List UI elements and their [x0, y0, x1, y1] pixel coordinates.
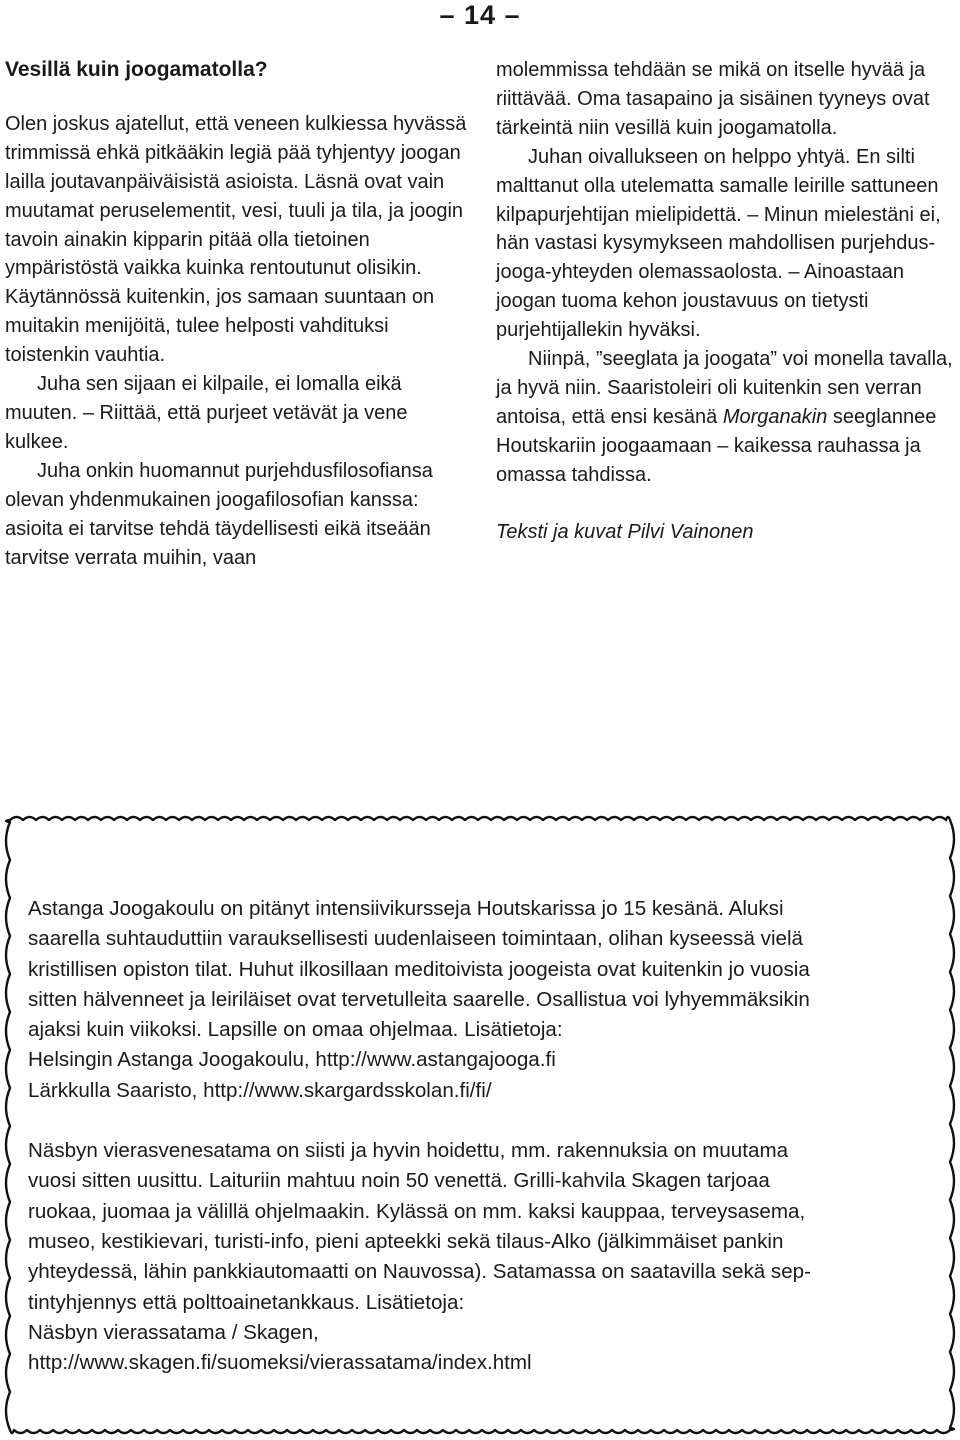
info-line: museo, kestikievari, turisti-info, pieni apteekki sekä tilaus-Alko (jälkimmäiset pankin: [28, 1229, 784, 1253]
info-box: [28, 894, 940, 1378]
article-paragraph: Juhan oivallukseen on helppo yhtyä. En silti malttanut olla utelematta samalle leirille sattuneen kilpapurjehtijan mielipidettä. – Minun mielestäni ei, hän vastasi kysymykseen mahdollisen purjehdus-jooga-yhteyden olemassaolosta. – Ainoastaan joogan tuoma kehon joustavuus on tietysti purjehtijallekin hyväksi.: [496, 145, 941, 342]
info-line: saarella suhtauduttiin varauksellisesti uudenlaiseen toimintaan, olihan kyseessä vielä: [28, 927, 804, 951]
info-line: http://www.skagen.fi/suomeksi/vierassatama/index.html: [28, 1351, 532, 1375]
info-line: ajaksi kuin viikoksi. Lapsille on omaa ohjelmaa. Lisätietoja:: [28, 1018, 563, 1042]
info-line: vuosi sitten uusittu. Laituriin mahtuu noin 50 venettä. Grilli-kahvila Skagen tarjoaa: [28, 1169, 770, 1193]
article-right-column: [496, 56, 958, 547]
info-block-harbour: [28, 1136, 940, 1378]
info-line: sitten hälvenneet ja leiriläiset ovat tervetulleita saarelle. Osallistua voi lyhyemmäksikin: [28, 987, 810, 1011]
article-text: Niinpä, ”seeglata ja joogata” voi monella tavalla, ja hyvä niin. Saaristoleiri oli kuitenkin sen verran antoisa, että ensi kesänä: [496, 348, 953, 428]
article-title: Vesillä kuin joogamatolla?: [5, 58, 268, 81]
info-line: Näsbyn vierasvenesatama on siisti ja hyvin hoidettu, mm. rakennuksia on muutama: [28, 1139, 789, 1163]
info-line: Lärkkulla Saaristo, http://www.skargardsskolan.fi/fi/: [28, 1078, 492, 1102]
info-line: kristillisen opiston tilat. Huhut ilkosillaan meditoivista joogeista ovat kuitenkin jo vuosia: [28, 957, 810, 981]
article-paragraph: Juha sen sijaan ei kilpaile, ei lomalla eikä muuten. – Riittää, että purjeet vetävät ja vene kulkee.: [5, 373, 408, 453]
article-byline: Teksti ja kuvat Pilvi Vainonen: [496, 520, 754, 543]
info-line: Näsbyn vierassatama / Skagen,: [28, 1320, 319, 1344]
article-paragraph: Olen joskus ajatellut, että veneen kulkiessa hyvässä trimmissä ehkä pitkääkin legiä pää tyhjentyy joogan lailla joutavanpäiväisistä asioista. Läsnä ovat vain muutamat peruselementit, vesi, tuuli ja tila, ja joogin tavoin ainakin kipparin pitää olla tietoinen ympäristöstä vaikka kuinka rentoutunut olisikin. Käytännössä kuitenkin, jos samaan suuntaan on muitakin menijöitä, tulee helposti vahdituksi toistenkin vauhtia.: [5, 112, 467, 367]
article-paragraph: [496, 345, 958, 490]
info-line: yhteydessä, lähin pankkiautomaatti on Nauvossa). Satamassa on saatavilla sekä sep-: [28, 1260, 811, 1284]
info-block-yoga: [28, 894, 940, 1106]
info-line: Astanga Joogakoulu on pitänyt intensiivikursseja Houtskarissa jo 15 kesänä. Aluksi: [28, 897, 784, 920]
info-line: tintyhjennys että polttoainetankkaus. Lisätietoja:: [28, 1290, 465, 1314]
article-paragraph: Juha onkin huomannut purjehdusfilosofiansa olevan yhdenmukainen joogafilosofian kanssa: asioita ei tarvitse tehdä täydellisesti eikä itseään tarvitse verrata muihin, vaan: [5, 459, 433, 569]
article-paragraph: molemmissa tehdään se mikä on itselle hyvää ja riittävää. Oma tasapaino ja sisäinen tyyneys ovat tärkeintä niin vesillä kuin joogamatolla.: [496, 59, 930, 139]
boat-name: Morganakin: [722, 405, 828, 428]
article-left-column: [5, 56, 467, 572]
article-text: seeglannee Houtskariin joogaamaan – kaikessa rauhassa ja omassa tahdissa.: [496, 405, 937, 486]
page-number: – 14 –: [439, 0, 521, 30]
info-line: ruokaa, juomaa ja välillä ohjelmaakin. Kylässä on mm. kaksi kauppaa, terveysasema,: [28, 1199, 806, 1223]
info-line: Helsingin Astanga Joogakoulu, http://www.astangajooga.fi: [28, 1048, 556, 1072]
